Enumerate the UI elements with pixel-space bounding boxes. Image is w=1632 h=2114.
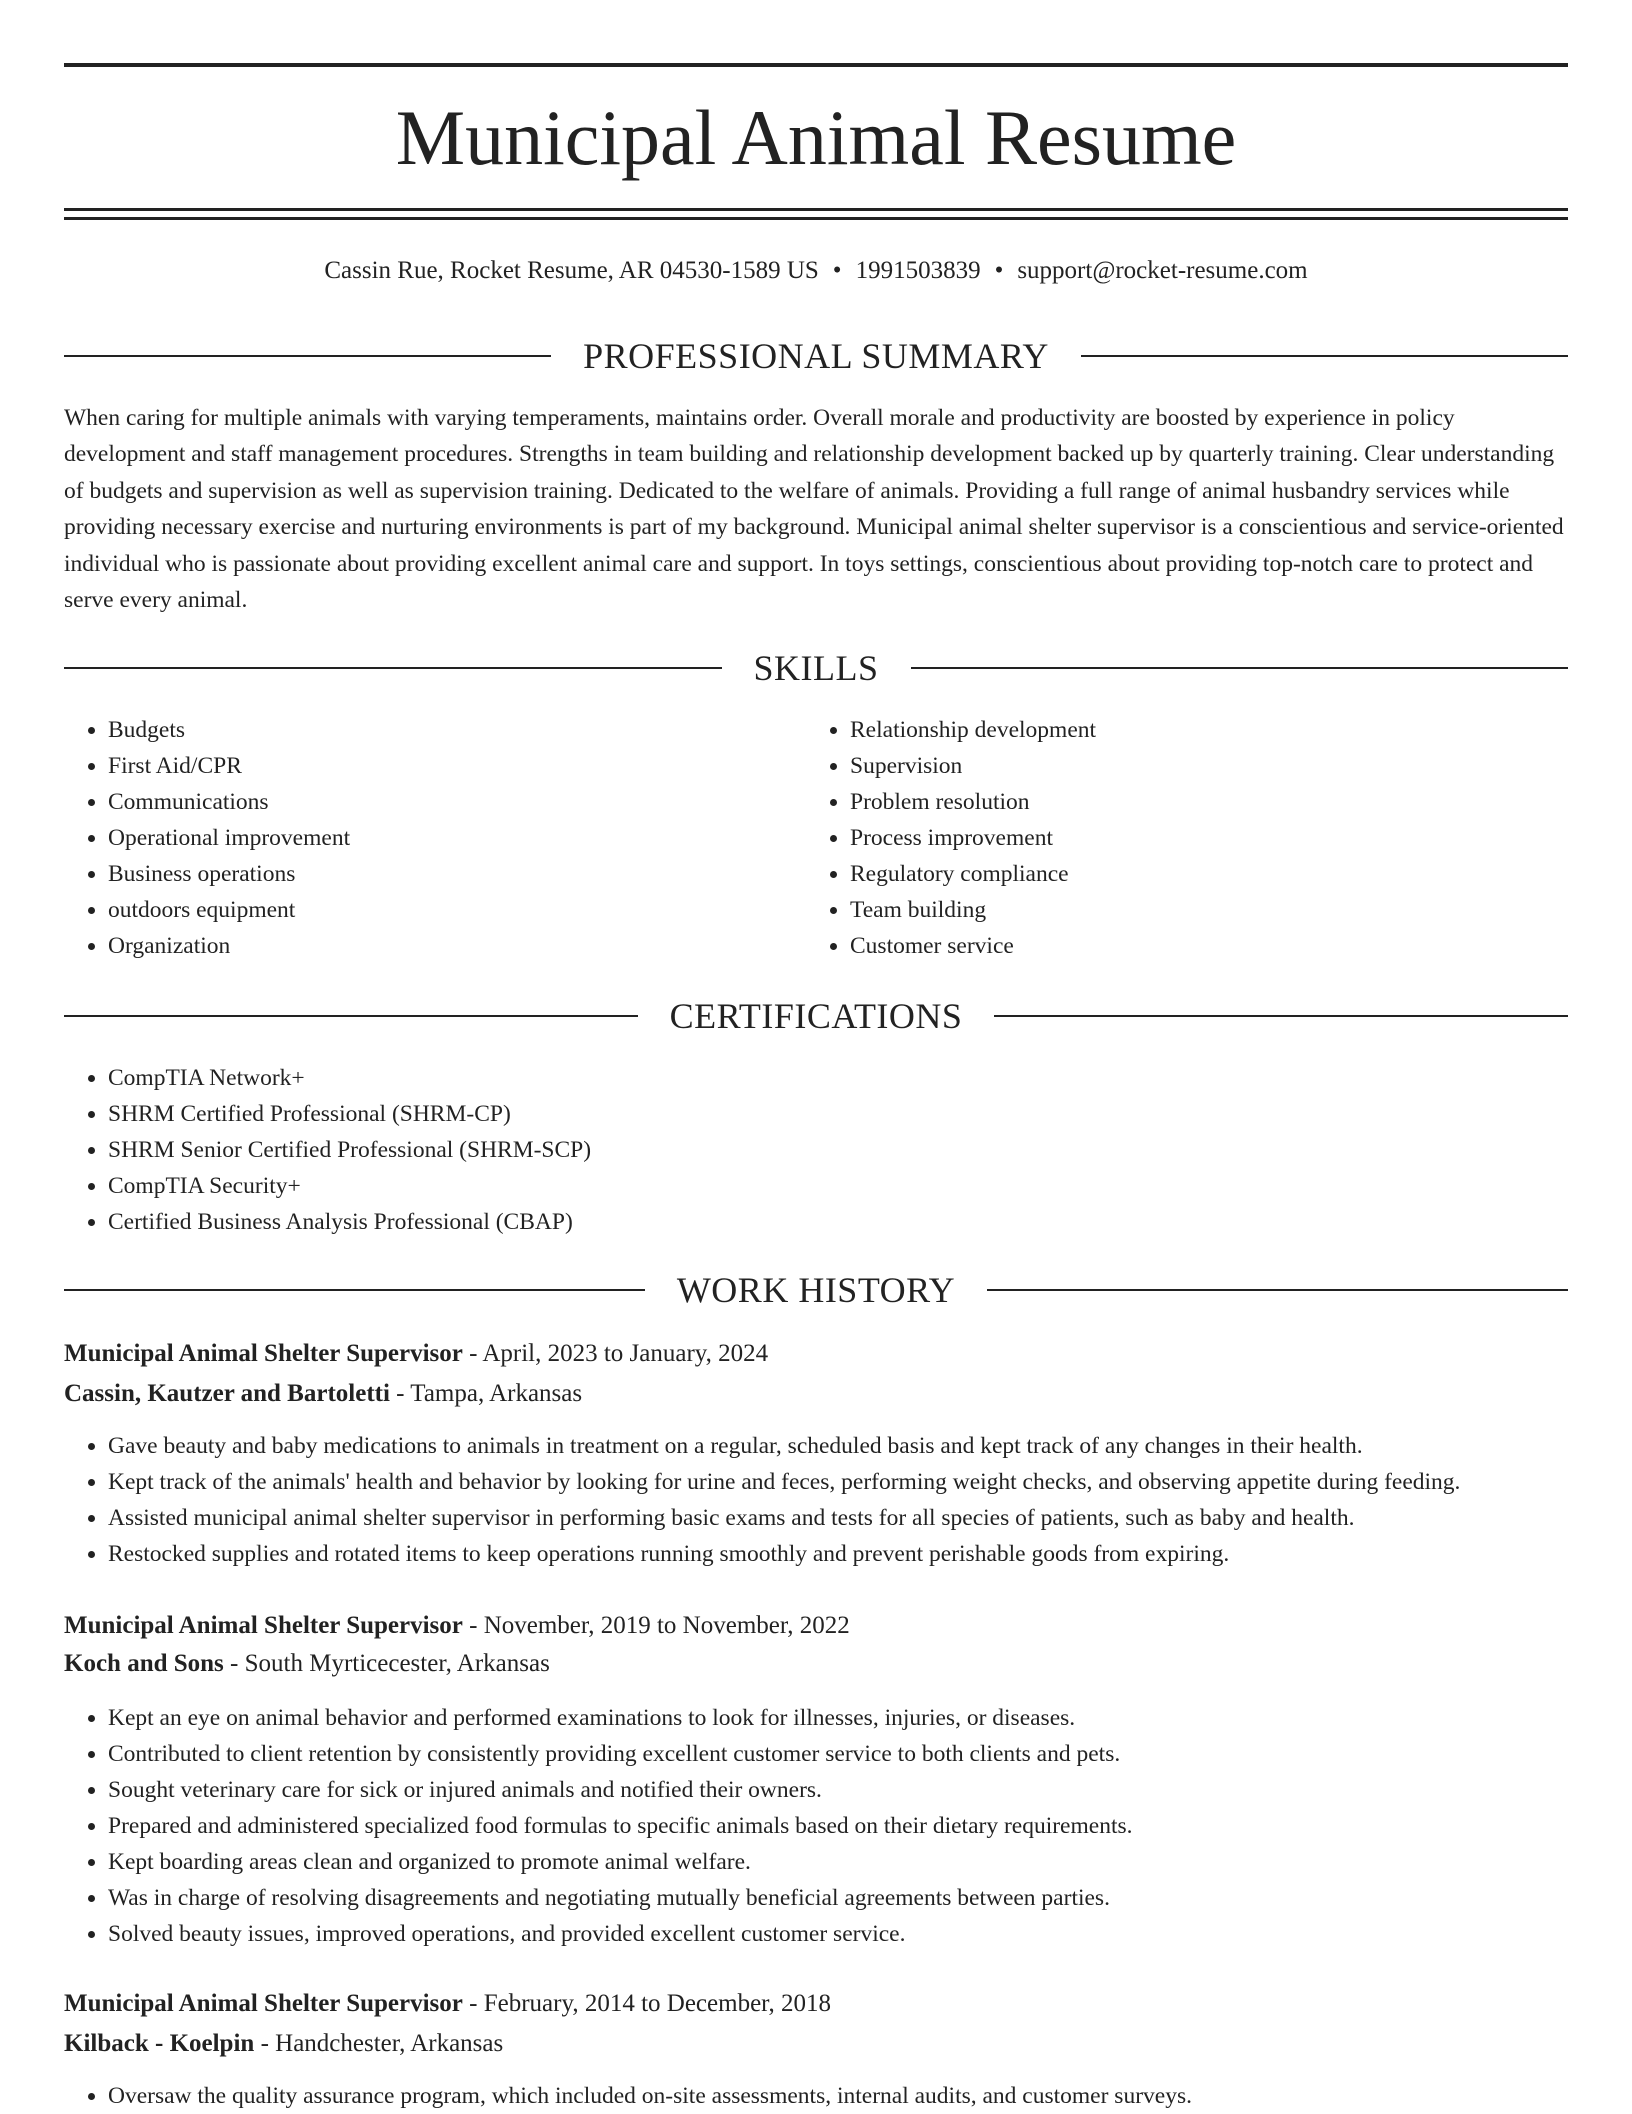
skill-item: • First Aid/CPR: [108, 748, 350, 784]
skill-item: • Communications: [108, 784, 350, 820]
heading-rule-left: [64, 355, 551, 357]
job-title: Municipal Animal Shelter Supervisor: [64, 1340, 463, 1367]
skill-item: • Supervision: [850, 748, 1096, 784]
certifications-list: [64, 1060, 591, 1240]
job-company-line: [64, 1376, 1568, 1412]
skill-item: • Relationship development: [850, 712, 1096, 748]
job-company-line: [64, 1646, 1568, 1682]
certification-item: • SHRM Senior Certified Professional (SHRM-SCP): [108, 1132, 591, 1168]
job-bullet: • Gave beauty and baby medications to animals in treatment on a regular, scheduled basis and kept track of any changes in their health.: [108, 1428, 1460, 1464]
job-bullets: [64, 1700, 1133, 1952]
skill-item: • Business operations: [108, 856, 350, 892]
certification-item: • CompTIA Network+: [108, 1060, 591, 1096]
work-history-heading-label: WORK HISTORY: [676, 1270, 956, 1310]
skill-item: • Regulatory compliance: [850, 856, 1096, 892]
contact-email[interactable]: support@rocket-resume.com: [1017, 257, 1308, 284]
job-bullet: • Solved beauty issues, improved operations, and provided excellent customer service.: [108, 1916, 1133, 1952]
job-bullet: • Oversaw the quality assurance program, which included on-site assessments, internal audits, and customer surveys.: [108, 2078, 1192, 2114]
skills-heading: [64, 646, 1568, 690]
skills-list-left: [64, 712, 350, 964]
job-dates: - April, 2023 to January, 2024: [462, 1340, 769, 1367]
contact-phone: 1991503839: [855, 257, 981, 284]
job-bullet: • Prepared and administered specialized food formulas to specific animals based on their dietary requirements.: [108, 1808, 1133, 1844]
resume-title: Municipal Animal Resume: [395, 94, 1237, 181]
heading-rule-left: [64, 1015, 638, 1017]
job-bullet: • Kept track of the animals' health and behavior by looking for urine and feces, performing weight checks, and observing appetite during feeding.: [108, 1464, 1460, 1500]
contact-separator: •: [994, 257, 1004, 284]
skill-item: • Budgets: [108, 712, 350, 748]
contact-separator: •: [832, 257, 842, 284]
job-title-line: [64, 1986, 1568, 2022]
job-bullets: [64, 1428, 1460, 1572]
job-company: Kilback - Koelpin: [64, 2030, 255, 2057]
skills-heading-label: SKILLS: [753, 648, 879, 688]
certification-item: • CompTIA Security+: [108, 1168, 591, 1204]
job-bullets: [64, 2078, 1192, 2114]
contact-line: [64, 254, 1568, 288]
work-history-heading: [64, 1268, 1568, 1312]
top-rule: [64, 63, 1568, 67]
job-title-line: [64, 1336, 1568, 1372]
job-title: Municipal Animal Shelter Supervisor: [64, 1612, 463, 1639]
job-company-line: [64, 2026, 1568, 2062]
job-bullet: • Assisted municipal animal shelter supervisor in performing basic exams and tests for all species of patients, such as baby and health.: [108, 1500, 1460, 1536]
summary-text: When caring for multiple animals with varying temperaments, maintains order. Overall morale and productivity are boosted by experience in policy development and staff management procedures. Strengths in team building and relationship development backed up by quarterly training. Clear understanding of budgets and supervision as well as supervision training. Dedicated to the welfare of animals. Providing a full range of animal husbandry services while providing necessary exercise and nurturing environments is part of my background. Municipal animal shelter supervisor is a conscientious and service-oriented individual who is passionate about providing excellent animal care and support. In toys settings, conscientious about providing top-notch care to protect and serve every animal.: [64, 405, 1564, 614]
job-dates: - November, 2019 to November, 2022: [462, 1612, 850, 1639]
job-bullet: • Sought veterinary care for sick or injured animals and notified their owners.: [108, 1772, 1133, 1808]
job-dates: - February, 2014 to December, 2018: [462, 1990, 831, 2017]
job-title-line: [64, 1608, 1568, 1644]
skill-item: • Organization: [108, 928, 350, 964]
heading-rule-right: [987, 1289, 1568, 1291]
job-location: - Handchester, Arkansas: [254, 2030, 504, 2057]
summary-heading-label: PROFESSIONAL SUMMARY: [583, 336, 1049, 376]
certifications-heading: [64, 994, 1568, 1038]
job-location: - Tampa, Arkansas: [389, 1380, 583, 1407]
heading-rule-right: [911, 667, 1569, 669]
job-bullet: • Contributed to client retention by consistently providing excellent customer service to both clients and pets.: [108, 1736, 1133, 1772]
skill-item: • Customer service: [850, 928, 1096, 964]
contact-address: Cassin Rue, Rocket Resume, AR 04530-1589 US: [324, 257, 819, 284]
certification-item: • Certified Business Analysis Professional (CBAP): [108, 1204, 591, 1240]
job-company: Koch and Sons: [64, 1650, 224, 1677]
skill-item: • outdoors equipment: [108, 892, 350, 928]
certifications-heading-label: CERTIFICATIONS: [669, 996, 963, 1036]
skill-item: • Operational improvement: [108, 820, 350, 856]
job-bullet: • Kept an eye on animal behavior and performed examinations to look for illnesses, injuries, or diseases.: [108, 1700, 1133, 1736]
job-bullet: • Restocked supplies and rotated items to keep operations running smoothly and prevent perishable goods from expiring.: [108, 1536, 1460, 1572]
job-company: Cassin, Kautzer and Bartoletti: [64, 1380, 390, 1407]
summary-heading: [64, 334, 1568, 378]
skill-item: • Team building: [850, 892, 1096, 928]
heading-rule-left: [64, 667, 722, 669]
title-double-rule: [64, 208, 1568, 220]
skills-list-right: [806, 712, 1096, 964]
job-location: - South Myrticecester, Arkansas: [223, 1650, 550, 1677]
certification-item: • SHRM Certified Professional (SHRM-CP): [108, 1096, 591, 1132]
heading-rule-right: [1081, 355, 1568, 357]
heading-rule-right: [994, 1015, 1568, 1017]
heading-rule-left: [64, 1289, 645, 1291]
job-bullet: • Was in charge of resolving disagreements and negotiating mutually beneficial agreements between parties.: [108, 1880, 1133, 1916]
job-title: Municipal Animal Shelter Supervisor: [64, 1990, 463, 2017]
skill-item: • Problem resolution: [850, 784, 1096, 820]
job-bullet: • Kept boarding areas clean and organized to promote animal welfare.: [108, 1844, 1133, 1880]
skill-item: • Process improvement: [850, 820, 1096, 856]
